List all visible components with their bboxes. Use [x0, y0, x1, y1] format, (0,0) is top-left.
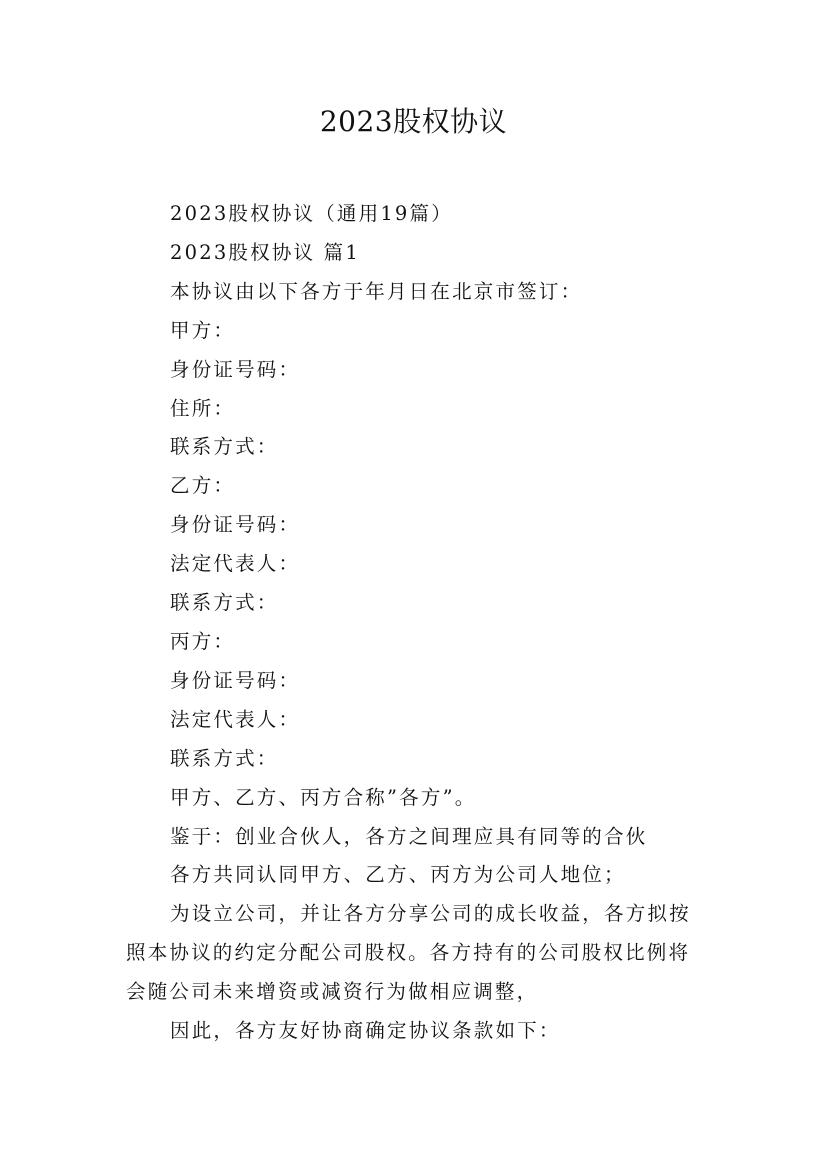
text-line: 因此，各方友好协商确定协议条款如下： [170, 1019, 561, 1043]
text-line: 各方共同认同甲方、乙方、丙方为公司人地位； [170, 863, 626, 887]
text-line: 联系方式： [170, 591, 279, 615]
text-line: 联系方式： [170, 435, 279, 459]
document-title: 2023股权协议 [319, 105, 508, 138]
paragraph-line: 会随公司未来增资或减资行为做相应调整， [126, 980, 539, 1004]
text-line: 本协议由以下各方于年月日在北京市签订： [170, 279, 583, 303]
text-line: 身份证号码： [170, 513, 301, 537]
text-line: 法定代表人： [170, 707, 301, 731]
text-line: 住所： [170, 396, 236, 420]
text-line: 鉴于：创业合伙人，各方之间理应具有同等的合伙 [170, 824, 648, 848]
paragraph [126, 895, 704, 1012]
text-line: 2023股权协议 篇1 [170, 240, 360, 264]
text-line: 2023股权协议（通用19篇） [170, 202, 453, 225]
text-line: 丙方： [170, 629, 236, 653]
paragraph-line: 照本协议的约定分配公司股权。各方持有的公司股权比例将 [126, 941, 691, 965]
text-line: 身份证号码： [170, 357, 301, 381]
text-line: 甲方： [170, 318, 236, 342]
paragraph-line: 为设立公司，并让各方分享公司的成长收益，各方拟按 [170, 902, 691, 926]
text-line: 联系方式： [170, 746, 279, 770]
text-line: 乙方： [170, 474, 236, 498]
text-line: 法定代表人： [170, 552, 301, 576]
text-line: 甲方、乙方、丙方合称”各方”。 [170, 785, 477, 809]
document-body [126, 195, 704, 1051]
text-line: 身份证号码： [170, 668, 301, 692]
